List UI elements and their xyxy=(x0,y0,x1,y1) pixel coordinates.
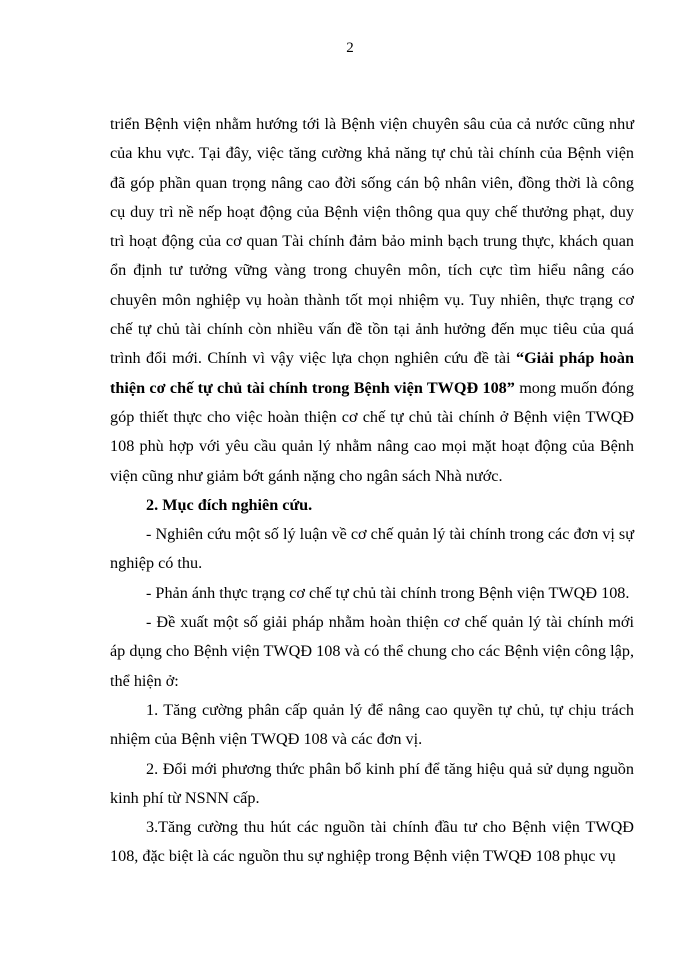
intro-paragraph xyxy=(110,110,634,491)
purpose-bullet-3: - Đề xuất một số giải pháp nhằm hoàn thiện cơ chế quản lý tài chính mới áp dụng cho Bệnh viện TWQĐ 108 và có thể chung cho các Bệnh viện công lập, thể hiện ở: xyxy=(110,613,634,690)
solution-item-3: 3.Tăng cường thu hút các nguồn tài chính đầu tư cho Bệnh viện TWQĐ 108, đặc biệt là các nguồn thu sự nghiệp trong Bệnh viện TWQĐ 108 phục vụ xyxy=(110,818,634,866)
thesis-title: “Giải pháp hoàn thiện cơ chế tự chủ tài chính trong Bệnh viện TWQĐ 108” xyxy=(110,349,634,397)
solution-item-1: 1. Tăng cường phân cấp quản lý để nâng cao quyền tự chủ, tự chịu trách nhiệm của Bệnh viện TWQĐ 108 và các đơn vị. xyxy=(110,700,634,749)
page-number: 2 xyxy=(346,40,354,56)
purpose-bullet-1: - Nghiên cứu một số lý luận về cơ chế quản lý tài chính trong các đơn vị sự nghiệp có thu. xyxy=(110,525,634,573)
purpose-bullet-2: - Phản ánh thực trạng cơ chế tự chủ tài chính trong Bệnh viện TWQĐ 108. xyxy=(146,583,630,602)
solution-item-2: 2. Đổi mới phương thức phân bổ kinh phí để tăng hiệu quả sử dụng nguồn kinh phí từ NSNN cấp. xyxy=(110,759,634,807)
page-content xyxy=(110,110,634,872)
intro-text-part1: triển Bệnh viện nhằm hướng tới là Bệnh viện chuyên sâu của cả nước cũng như của khu vực. Tại đây, việc tăng cường khả năng tự chủ tài chính của Bệnh viện đã góp phần quan trọng nâng cao đời sống cán bộ nhân viên, đồng thời là công cụ duy trì nề nếp hoạt động của Bệnh viện thông qua quy chế thưởng phạt, duy trì hoạt động của cơ quan Tài chính đảm bảo minh bạch trung thực, khách quan ổn định tư tưởng vững vàng trong chuyên môn, tích cực tìm hiểu nâng cáo chuyên môn nghiệp vụ hoàn thành tốt mọi nhiệm vụ. Tuy nhiên, thực trạng cơ chế tự chủ tài chính còn nhiều vấn đề tồn tại ảnh hưởng đến mục tiêu của quá trình đổi mới. Chính vì vậy việc lựa chọn nghiên cứu đề tài xyxy=(110,115,634,368)
section-heading: 2. Mục đích nghiên cứu. xyxy=(146,495,313,514)
intro-text-part2: mong muốn đóng góp thiết thực cho việc hoàn thiện cơ chế tự chủ tài chính ở Bệnh viện TWQĐ 108 phù hợp với yêu cầu quản lý nhằm nâng cao mọi mặt hoạt động của Bệnh viện cũng như giảm bớt gánh nặng cho ngân sách Nhà nước. xyxy=(110,378,635,485)
